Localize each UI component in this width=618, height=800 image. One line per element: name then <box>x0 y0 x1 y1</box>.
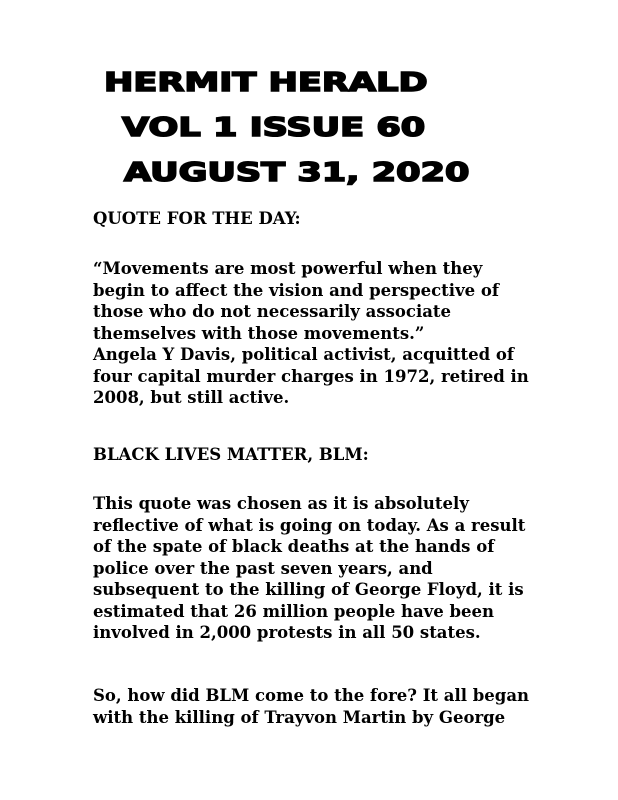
quote-line: themselves with those movements.” <box>93 323 425 343</box>
quote-line: those who do not necessarily associate <box>93 302 452 321</box>
masthead-title: HERMIT HERALD <box>104 68 428 98</box>
paragraph-line: police over the past seven years, and <box>93 558 433 578</box>
quote-heading <box>93 208 543 230</box>
quote-line: “Movements are most powerful when they <box>93 259 483 278</box>
attribution-line: Angela Y Davis, political activist, acquitted of <box>93 345 514 364</box>
paragraph-line: with the killing of Trayvon Martin by George <box>93 707 506 727</box>
masthead-volume-issue: VOL 1 ISSUE 60 <box>122 113 426 143</box>
blm-heading <box>93 444 543 466</box>
paragraph-line: of the spate of black deaths at the hands of <box>93 537 495 556</box>
quote-block <box>93 258 543 409</box>
blm-paragraph-1 <box>93 493 543 644</box>
quote-line: begin to affect the vision and perspective of <box>93 280 500 300</box>
paragraph-line: subsequent to the killing of George Floyd, it is <box>93 580 524 599</box>
paragraph-line: estimated that 26 million people have been <box>93 601 495 621</box>
blm-heading-text: BLACK LIVES MATTER, BLM: <box>93 445 369 464</box>
masthead-date: AUGUST 31, 2020 <box>124 158 470 188</box>
blm-paragraph-2 <box>93 685 543 728</box>
paragraph-line: reflective of what is going on today. As a result <box>93 515 526 535</box>
paragraph-line: This quote was chosen as it is absolutely <box>93 494 469 513</box>
attribution-line: four capital murder charges in 1972, retired in <box>93 366 529 386</box>
paragraph-line: So, how did BLM come to the fore? It all began <box>93 686 530 705</box>
attribution-line: 2008, but still active. <box>93 388 290 407</box>
quote-heading-text: QUOTE FOR THE DAY: <box>93 209 301 228</box>
paragraph-line: involved in 2,000 protests in all 50 states. <box>93 623 481 642</box>
